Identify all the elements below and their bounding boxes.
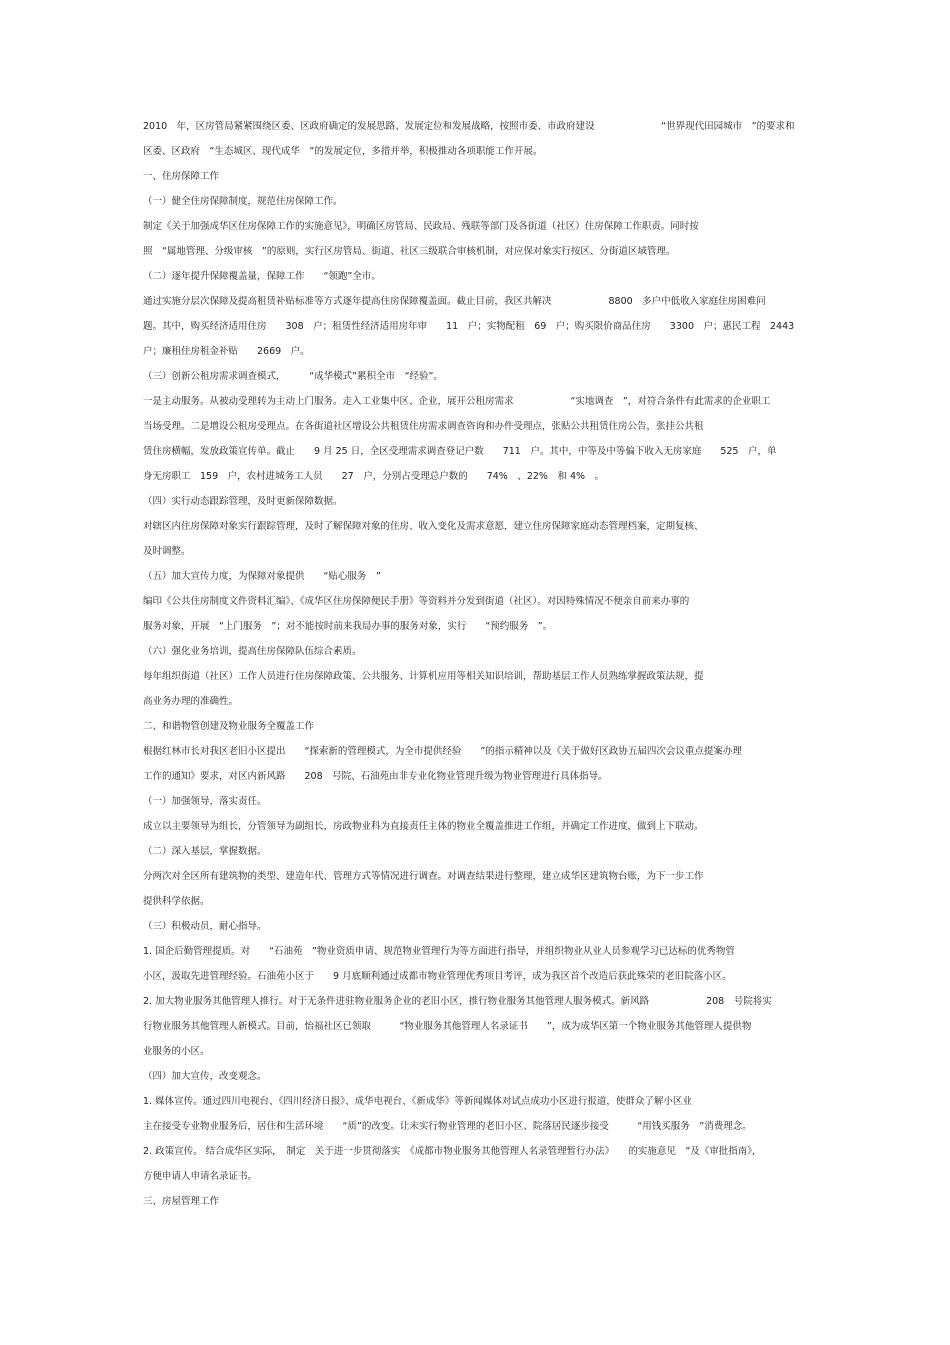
text-line: 每年组织街道（社区）工作人员进行住房保障政策、公共服务、计算机应用等相关知识培训，帮助基层工作人员熟练掌握政策法规，提 (143, 671, 704, 682)
text-line: 一是主动服务。从被动受理转为主动上门服务。走入工业集中区、企业，展开公租房需求 “实地调查 ”，对符合条件有此需求的企业职工 (143, 396, 771, 407)
text-line: 编印《公共住房制度文件资料汇编》、《成华区住房保障便民手册》等资料并分发到街道（社区）。对因特殊情况不便亲自前来办事的 (143, 596, 690, 607)
text-line: 服务对象，开展 “上门服务 ”；对不能按时前来我局办事的服务对象，实行 “预约服务 ”。 (143, 621, 553, 632)
text-line: 当场受理。二是增设公租房受理点。在各街道社区增设公共租赁住房需求调查咨询和办件受理点，张贴公共租赁住房公告，张挂公共租 (143, 421, 704, 432)
text-line: 1. 媒体宣传。通过四川电视台、《四川经济日报》、成华电视台、《新成华》等新闻媒体对试点成功小区进行报道，使群众了解小区业 (143, 1096, 692, 1107)
text-line: 高业务办理的准确性。 (143, 696, 239, 707)
text-line: 2. 加大物业服务其他管理人推行。对于无条件进驻物业服务企业的老旧小区，推行物业服务其他管理人服务模式。新风路 208 号院将实 (143, 996, 772, 1007)
section-heading: 一、住房保障工作 (143, 171, 220, 182)
text-line: 工作的通知》要求，对区内新风路 208 号院、石油苑由非专业化物业管理升级为物业管理进行具体指导。 (143, 771, 608, 782)
text-line: 通过实施分层次保障及提高租赁补贴标准等方式逐年提高住房保障覆盖面。截止目前，我区共解决 8800 多户中低收入家庭住房困难问 (143, 296, 766, 307)
text-line: 主在接受专业物业服务后，居住和生活环境 “质”的改变。让未实行物业管理的老旧小区、院落居民逐步接受 “用钱买服务 ”消费理念。 (143, 1121, 752, 1132)
subsection-heading: （四）实行动态跟踪管理，及时更新保障数据。 (143, 496, 343, 507)
subsection-heading: （三）积极动员，耐心指导。 (143, 921, 267, 932)
text-line: 赁住房横幅，发放政策宣传单。截止 9 月 25 日，全区受理需求调查登记户数 711 户。其中，中等及中等偏下收入无房家庭 525 户，单 (143, 446, 777, 457)
text-line: 题。其中，购买经济适用住房 308 户；租赁性经济适用房年审 11 户；实物配租 69 户；购买限价商品住房 3300 户；惠民工程 2443 (143, 321, 795, 332)
text-line: 方便申请人申请名录证书。 (143, 1171, 258, 1182)
subsection-heading: （三）创新公租房需求调查模式， “成华模式”累积全市 “经验”。 (143, 371, 443, 382)
text-line: 对辖区内住房保障对象实行跟踪管理，及时了解保障对象的住房、收入变化及需求意愿，建立住房保障家庭动态管理档案，定期复核、 (143, 521, 704, 532)
text-line: 2010 年，区房管局紧紧围绕区委、区政府确定的发展思路、发展定位和发展战略，按照市委、市政府建设 “世界现代田园城市 ”的要求和 (143, 121, 795, 132)
text-line: 照 “属地管理、分级审核 ”的原则，实行区房管局、街道、社区三级联合审核机制，对应保对象实行按区、分街道区域管理。 (143, 246, 676, 257)
text-line: 制定《关于加强成华区住房保障工作的实施意见》，明确区房管局、民政局、残联等部门及各街道（社区）住房保障工作职责。同时按 (143, 221, 699, 232)
text-line: 提供科学依据。 (143, 896, 210, 907)
text-line: 行物业服务其他管理人新模式。目前，怡福社区已领取 “物业服务其他管理人名录证书 ”，成为成华区第一个物业服务其他管理人提供物 (143, 1021, 752, 1032)
text-line: 业服务的小区。 (143, 1046, 210, 1057)
text-line: 身无房职工 159 户，农村进城务工人员 27 户，分别占受理总户数的 74% 、22% 和 4% 。 (143, 471, 605, 482)
subsection-heading: （五）加大宣传力度，为保障对象提供 “贴心服务 ” (143, 571, 381, 582)
text-line: 成立以主要领导为组长，分管领导为副组长，房政物业科为直接责任主体的物业全覆盖推进工作组，并确定工作进度，做到上下联动。 (143, 821, 704, 832)
text-line: 及时调整。 (143, 546, 191, 557)
section-heading: 二、和谐物管创建及物业服务全覆盖工作 (143, 721, 315, 732)
text-line: 分两次对全区所有建筑物的类型、建造年代、管理方式等情况进行调查。对调查结果进行整理，建立成华区建筑物台账，为下一步工作 (143, 871, 704, 882)
subsection-heading: （六）强化业务培训，提高住房保障队伍综合素质。 (143, 646, 362, 657)
section-heading: 三、房屋管理工作 (143, 1196, 220, 1207)
subsection-heading: （四）加大宣传，改变观念。 (143, 1071, 267, 1082)
subsection-heading: （二）逐年提升保障覆盖量，保障工作 “领跑”全市。 (143, 271, 381, 282)
text-line: 户；廉租住房租金补贴 2669 户。 (143, 346, 310, 357)
subsection-heading: （一）加强领导，落实责任。 (143, 796, 267, 807)
text-line: 小区，汲取先进管理经验。石油苑小区于 9 月底顺利通过成都市物业管理优秀项目考评，成为我区首个改造后获此殊荣的老旧院落小区。 (143, 971, 732, 982)
subsection-heading: （一）健全住房保障制度，规范住房保障工作。 (143, 196, 343, 207)
text-line: 1. 国企后勤管理提质。对 “石油苑 ”物业资质申请、规范物业管理行为等方面进行指导，并组织物业从业人员参观学习已达标的优秀物管 (143, 946, 735, 957)
text-line: 根据红林市长对我区老旧小区提出 “探索新的管理模式，为全市提供经验 ”的指示精神以及《关于做好区政协五届四次会议重点提案办理 (143, 746, 742, 757)
text-line: 2. 政策宣传。 结合成华区实际， 制定 关于进一步贯彻落实 《成都市物业服务其他管理人名录管理暂行办法》 的实施意见 ”及《审批指南》， (143, 1146, 762, 1157)
text-line: 区委、区政府 “生态城区、现代成华 ”的发展定位，多措并举，积极推动各项职能工作开展。 (143, 146, 543, 157)
subsection-heading: （二）深入基层，掌握数据。 (143, 846, 267, 857)
